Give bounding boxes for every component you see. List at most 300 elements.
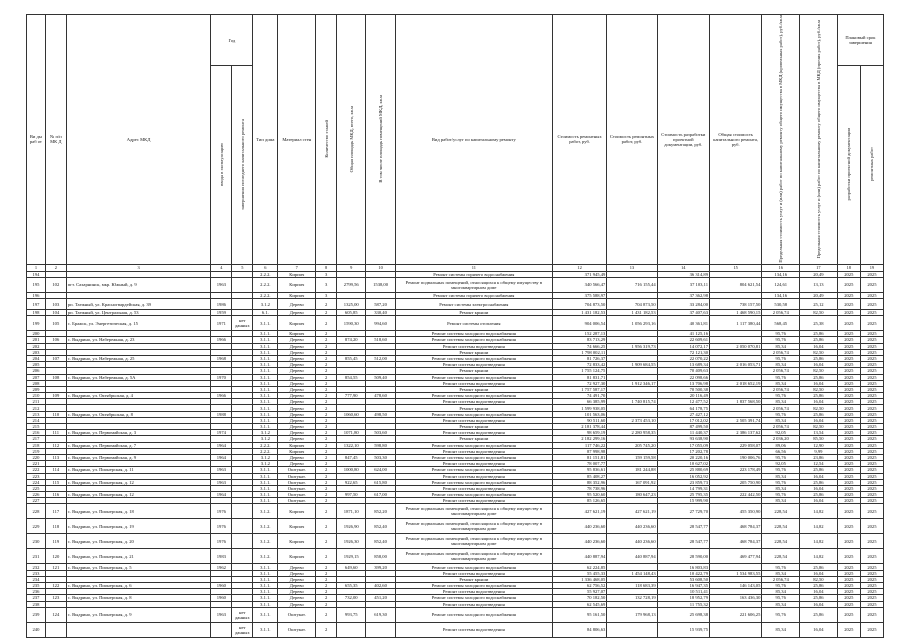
cell-col-14: 15 939,75	[657, 622, 709, 637]
cell-col-6: 3.1.2	[253, 436, 278, 442]
cell-col-14: 27 427,12	[657, 411, 709, 417]
cell-col-16: 124,61	[762, 277, 800, 292]
cell-col-19: 2025	[860, 448, 883, 454]
cell-col-14: 20 220,16	[657, 454, 709, 460]
cell-col-8: 2	[316, 583, 337, 589]
cell-col-3: с. Выдрино, ул. Первомайская, д. 3	[66, 430, 211, 436]
cell-col-19: 2025	[860, 442, 883, 448]
cell-col-1: 240	[27, 622, 46, 637]
cell-col-8: 2	[316, 454, 337, 460]
cell-col-10: 624,00	[366, 467, 395, 473]
cell-col-10: 1538,00	[366, 277, 395, 292]
cell-col-1: 231	[27, 549, 46, 564]
cell-col-17: 25,38	[800, 316, 838, 331]
cell-col-17: 14,82	[800, 549, 838, 564]
header-repair-cost: Стоимость ремонтных работ, руб.	[552, 15, 606, 265]
cell-col-16: 95,76	[762, 331, 800, 337]
cell-col-6: 2.2.2.	[253, 448, 278, 454]
cell-col-18: 2025	[837, 454, 860, 460]
cell-col-15: 1 468 590,15	[710, 310, 762, 316]
cell-col-19: 2025	[860, 277, 883, 292]
cell-col-5: нет данных	[232, 607, 253, 622]
cell-col-17: 25,86	[800, 467, 838, 473]
cell-col-18: 2025	[837, 622, 860, 637]
cell-col-12: 371 945,49	[552, 271, 606, 277]
cell-col-8: 2	[316, 310, 337, 316]
cell-col-17: 25,12	[800, 299, 838, 310]
cell-col-16: 85,34	[762, 417, 800, 423]
cell-col-8: 2	[316, 424, 337, 430]
cell-col-13: 179 968,13	[607, 607, 657, 622]
cell-col-12: 101 563,06	[552, 411, 606, 417]
table-body	[27, 271, 884, 637]
cell-col-17: 20,49	[800, 271, 838, 277]
cell-col-18: 2025	[837, 355, 860, 361]
cell-col-14: 11 755,32	[657, 601, 709, 607]
cell-col-12: 84 806,63	[552, 622, 606, 637]
cell-col-15: 455 350,90	[710, 504, 762, 519]
cell-col-1: 220	[27, 454, 46, 460]
cell-col-15: 738 157,50	[710, 299, 762, 310]
column-number: 17	[800, 264, 838, 271]
cell-col-17: 25,86	[800, 479, 838, 485]
cell-col-8: 2	[316, 534, 337, 549]
cell-col-1: 224	[27, 479, 46, 485]
cell-col-12: 81 151,81	[552, 454, 606, 460]
cell-col-14: 14 799,31	[657, 485, 709, 491]
cell-col-18: 2025	[837, 601, 860, 607]
cell-col-11: Ремонт системы водоотведения	[395, 399, 552, 405]
cell-col-10: 399,20	[366, 564, 395, 570]
cell-col-19: 2025	[860, 473, 883, 479]
cell-col-8: 3	[316, 277, 337, 292]
cell-col-18: 2025	[837, 461, 860, 467]
cell-col-7: Дерево	[278, 368, 316, 374]
cell-col-6: 3.1.1.	[253, 337, 278, 343]
column-number: 10	[366, 264, 395, 271]
header-work-kind: Вид работ/услуг по капитальному ремонту	[395, 15, 552, 265]
cell-col-17: 25,86	[800, 331, 838, 337]
cell-col-13: 1 431 182,53	[607, 310, 657, 316]
cell-col-8: 2	[316, 430, 337, 436]
cell-col-12: 85 408,27	[552, 473, 606, 479]
cell-col-1: 228	[27, 504, 46, 519]
cell-col-6: 3.1.1.	[253, 380, 278, 386]
cell-col-7: Кирпич	[278, 316, 316, 331]
cell-col-8: 2	[316, 349, 337, 355]
cell-col-9: 1060,60	[337, 411, 366, 417]
cell-col-17: 16,04	[800, 498, 838, 504]
cell-col-4: 1986	[211, 299, 232, 310]
cell-col-4: 1974	[211, 430, 232, 436]
cell-col-7: Кирпич	[278, 534, 316, 549]
cell-col-19: 2025	[860, 343, 883, 349]
header-term-group: Плановый срок завершения	[837, 15, 883, 66]
cell-col-11: Ремонт подвальных помещений, относящихся к общему имуществу в многоквартирном доме	[395, 277, 552, 292]
table-row	[27, 607, 884, 622]
cell-col-8: 2	[316, 622, 337, 637]
cell-col-4: 1963	[211, 277, 232, 292]
cell-col-1: 226	[27, 492, 46, 498]
cell-col-10: 451,20	[366, 595, 395, 601]
cell-col-19: 2025	[860, 607, 883, 622]
cell-col-8: 2	[316, 564, 337, 570]
cell-col-12: 78 007,77	[552, 461, 606, 467]
cell-col-14: 16 803,83	[657, 564, 709, 570]
cell-col-11: Ремонт системы водоотведения	[395, 417, 552, 423]
cell-col-3: с. Выдрино, ул. Октябрьская, д. 4	[66, 393, 211, 399]
cell-col-12: 375 588,97	[552, 292, 606, 298]
cell-col-16: 85,34	[762, 498, 800, 504]
cell-col-4: 1964	[211, 454, 232, 460]
cell-col-6: 2.2.2.	[253, 442, 278, 448]
cell-col-15: 1 534 983,55	[710, 570, 762, 576]
cell-col-14: 40 361,81	[657, 316, 709, 331]
cell-col-12: 70 182,50	[552, 595, 606, 601]
cell-col-6: 6.1.	[253, 310, 278, 316]
cell-col-6: 3.1.1.	[253, 601, 278, 607]
cell-col-13: 427 621,19	[607, 504, 657, 519]
cell-col-4: 1960	[211, 583, 232, 589]
cell-col-11: Ремонт системы холодного водоснабжения	[395, 454, 552, 460]
cell-col-12: 72 927,30	[552, 380, 606, 386]
cell-col-7: Дерево	[278, 570, 316, 576]
cell-col-17: 82,50	[800, 349, 838, 355]
cell-col-9	[337, 622, 366, 637]
cell-col-14: 17 202,78	[657, 448, 709, 454]
cell-col-18: 2025	[837, 467, 860, 473]
header-term-works: ремонтных работ	[860, 66, 883, 265]
cell-col-5: нет данных	[232, 316, 253, 331]
cell-col-9: 1926,30	[337, 534, 366, 549]
cell-col-2: 103	[45, 299, 66, 310]
cell-col-11: Ремонт крыши	[395, 386, 552, 392]
cell-col-15: 468 784,37	[710, 519, 762, 534]
cell-col-10: 619,30	[366, 607, 395, 622]
cell-col-8: 2	[316, 601, 337, 607]
cell-col-19: 2025	[860, 271, 883, 277]
cell-col-8: 2	[316, 576, 337, 582]
cell-col-9: 732,00	[337, 595, 366, 601]
cell-col-1: 214	[27, 417, 46, 423]
cell-col-16: 85,34	[762, 343, 800, 349]
cell-col-14: 13 706,98	[657, 380, 709, 386]
cell-col-16: 85,34	[762, 362, 800, 368]
cell-col-1: 210	[27, 393, 46, 399]
cell-col-19: 2025	[860, 485, 883, 491]
cell-col-16: 95,76	[762, 492, 800, 498]
cell-col-18: 2025	[837, 534, 860, 549]
cell-col-5	[232, 299, 253, 310]
cell-col-10: 852,20	[366, 504, 395, 519]
cell-col-5	[232, 549, 253, 564]
cell-col-6: 3.1.1.	[253, 595, 278, 601]
cell-col-11: Ремонт системы холодного водоснабжения	[395, 374, 552, 380]
cell-col-5	[232, 277, 253, 292]
cell-col-18: 2025	[837, 430, 860, 436]
cell-col-12: 66 385,99	[552, 399, 606, 405]
header-house-type: Тип дома	[253, 15, 278, 265]
cell-col-17: 16,04	[800, 362, 838, 368]
cell-col-6: 3.1.1.	[253, 411, 278, 417]
column-number-row	[27, 264, 884, 271]
cell-col-18: 2025	[837, 411, 860, 417]
cell-col-11: Ремонт системы холодного водоснабжения	[395, 564, 552, 570]
cell-col-3	[66, 622, 211, 637]
cell-col-14: 36 314,89	[657, 271, 709, 277]
cell-col-2: 123	[45, 595, 66, 601]
cell-col-9: 847,45	[337, 454, 366, 460]
cell-col-14: 16 947,35	[657, 583, 709, 589]
cell-col-16: 228,54	[762, 519, 800, 534]
cell-col-16: 92,05	[762, 430, 800, 436]
cell-col-2: 115	[45, 479, 66, 485]
column-number: 5	[232, 264, 253, 271]
cell-col-9: 874,20	[337, 337, 366, 343]
cell-col-2: 105	[45, 316, 66, 331]
cell-col-6: 3.1.1.	[253, 576, 278, 582]
cell-col-10: 518,60	[366, 337, 395, 343]
cell-col-2: 124	[45, 607, 66, 622]
cell-col-12: 81 831,71	[552, 374, 606, 380]
cell-col-18: 2025	[837, 519, 860, 534]
cell-col-18: 2025	[837, 442, 860, 448]
cell-col-6: 3.1.1.	[253, 368, 278, 374]
cell-col-14: 70 500,38	[657, 386, 709, 392]
cell-col-6: 3.1.1.	[253, 479, 278, 485]
cell-col-7: Дерево	[278, 601, 316, 607]
cell-col-16: 2 036,20	[762, 436, 800, 442]
cell-col-17: 16,04	[800, 343, 838, 349]
cell-col-18: 2025	[837, 448, 860, 454]
cell-col-17: 25,86	[800, 393, 838, 399]
cell-col-9: 854,55	[337, 374, 366, 380]
header-repair-cost-total: Стоимость ремонтных работ, руб.	[607, 15, 657, 265]
cell-col-6: 3.1.1.	[253, 473, 278, 479]
cell-col-16: 2 056,74	[762, 310, 800, 316]
cell-col-2: 118	[45, 519, 66, 534]
cell-col-4: 1971	[211, 316, 232, 331]
cell-col-17: 16,04	[800, 380, 838, 386]
cell-col-19: 2025	[860, 576, 883, 582]
cell-col-13: 2 373 453,10	[607, 417, 657, 423]
cell-col-12: 98 659,19	[552, 430, 606, 436]
cell-col-1: 235	[27, 583, 46, 589]
cell-col-3: с. Выдрино, ул. Октябрьская, д. 8	[66, 411, 211, 417]
cell-col-14: 37 407,63	[657, 310, 709, 316]
cell-col-13: 1 956 319,73	[607, 343, 657, 349]
cell-col-11: Ремонт системы водоотведения	[395, 461, 552, 467]
cell-col-16: 134,16	[762, 292, 800, 298]
cell-col-4: 1983	[211, 549, 232, 564]
cell-col-9: 1322,10	[337, 442, 366, 448]
cell-col-14: 25 698,38	[657, 607, 709, 622]
cell-col-12: 85 126,65	[552, 498, 606, 504]
cell-col-7: Оштукат.	[278, 467, 316, 473]
cell-col-6: 3.1.1.	[253, 331, 278, 337]
cell-col-12: 72 833,42	[552, 362, 606, 368]
cell-col-1: 225	[27, 485, 46, 491]
cell-col-17: 82,50	[800, 424, 838, 430]
header-limit-roof: Предельная стоимость услуг и (или) работ по капитальному ремонту общего имущества в МКД (кровельных работ), руб./кв.м	[762, 15, 800, 265]
cell-col-11: Ремонт системы холодного водоснабжения	[395, 595, 552, 601]
cell-col-19: 2025	[860, 583, 883, 589]
cell-col-1: 199	[27, 316, 46, 331]
cell-col-12: 62 756,52	[552, 583, 606, 589]
cell-col-11: Ремонт крыши	[395, 405, 552, 411]
cell-col-8: 2	[316, 299, 337, 310]
cell-col-9: 993,75	[337, 607, 366, 622]
cell-col-6: 3.1.1.	[253, 349, 278, 355]
cell-col-10: 858,00	[366, 549, 395, 564]
cell-col-13: 440 236,60	[607, 534, 657, 549]
cell-col-1: 211	[27, 399, 46, 405]
cell-col-1: 213	[27, 411, 46, 417]
cell-col-15: 229 058,07	[710, 442, 762, 448]
cell-col-4: 1960	[211, 595, 232, 601]
cell-col-3: с. Выдрино, ул. Пионерская, д. 19	[66, 519, 211, 534]
cell-col-1: 219	[27, 448, 46, 454]
column-number: 15	[710, 264, 762, 271]
cell-col-19: 2025	[860, 519, 883, 534]
column-number: 12	[552, 264, 606, 271]
cell-col-3: с. Выдрино, ул. Пионерская, д. 9	[66, 607, 211, 622]
cell-col-11: Ремонт системы водоотведения	[395, 485, 552, 491]
cell-col-17: 25,86	[800, 583, 838, 589]
cell-col-3: с. Выдрино, ул. Пионерская, д. 18	[66, 504, 211, 519]
cell-col-8: 2	[316, 519, 337, 534]
cell-col-18: 2025	[837, 310, 860, 316]
cell-col-6: 3.1.2	[253, 461, 278, 467]
cell-col-3: с. Выдрино, ул. Первомайская, д. 7	[66, 442, 211, 448]
cell-col-17: 25,86	[800, 411, 838, 417]
cell-col-17: 16,04	[800, 399, 838, 405]
cell-col-12: 427 621,19	[552, 504, 606, 519]
cell-col-18: 2025	[837, 393, 860, 399]
column-number: 19	[860, 264, 883, 271]
cell-col-3: с. Выдрино, ул. Пионерская, д. 11	[66, 467, 211, 473]
cell-col-18: 2025	[837, 331, 860, 337]
cell-col-4: 1966	[211, 393, 232, 399]
cell-col-10: 587,20	[366, 299, 395, 310]
cell-col-7: Кирпич	[278, 331, 316, 337]
cell-col-2	[45, 622, 66, 637]
cell-col-9: 2799,56	[337, 277, 366, 292]
cell-col-5	[232, 534, 253, 549]
cell-col-7: Дерево	[278, 411, 316, 417]
cell-col-7: Дерево	[278, 299, 316, 310]
header-wall-material: Материал стен	[278, 15, 316, 265]
cell-col-16: 2 056,74	[762, 576, 800, 582]
cell-col-18: 2025	[837, 374, 860, 380]
cell-col-1: 237	[27, 595, 46, 601]
cell-col-10: 330,40	[366, 310, 395, 316]
cell-col-10: 478,60	[366, 393, 395, 399]
table-header	[27, 15, 884, 272]
cell-col-11: Ремонт крыши	[395, 424, 552, 430]
cell-col-13: 1 909 684,55	[607, 362, 657, 368]
cell-col-8: 2	[316, 355, 337, 361]
cell-col-1: 232	[27, 564, 46, 570]
cell-col-8: 2	[316, 589, 337, 595]
cell-col-16: 95,76	[762, 564, 800, 570]
cell-col-19: 2025	[860, 299, 883, 310]
cell-col-16: 2 056,74	[762, 349, 800, 355]
header-address: Адрес МКД	[66, 15, 211, 265]
header-commission-year: ввода в эксплуатацию	[211, 66, 232, 265]
cell-col-14: 33 284,00	[657, 299, 709, 310]
cell-col-1: 202	[27, 343, 46, 349]
cell-col-19: 2025	[860, 316, 883, 331]
cell-col-7: Кирпич	[278, 448, 316, 454]
cell-col-12: 78 738,96	[552, 485, 606, 491]
cell-col-18: 2025	[837, 368, 860, 374]
cell-col-12: 83 713,29	[552, 337, 606, 343]
cell-col-18: 2025	[837, 343, 860, 349]
cell-col-10: 509,40	[366, 374, 395, 380]
cell-col-19: 2025	[860, 504, 883, 519]
table-row	[27, 622, 884, 637]
cell-col-16: 530,58	[762, 299, 800, 310]
cell-col-8: 2	[316, 467, 337, 473]
cell-col-13: 132 728,19	[607, 595, 657, 601]
cell-col-14: 70 409,63	[657, 368, 709, 374]
cell-col-4: 1963	[211, 607, 232, 622]
cell-col-2: 108	[45, 374, 66, 380]
cell-col-17: 23,86	[800, 454, 838, 460]
cell-col-18: 2025	[837, 349, 860, 355]
table-row	[27, 534, 884, 549]
cell-col-15: 1 837 568,50	[710, 399, 762, 405]
cell-col-16: 85,34	[762, 485, 800, 491]
cell-col-14: 10 422,79	[657, 570, 709, 576]
cell-col-8: 2	[316, 337, 337, 343]
table-row	[27, 549, 884, 564]
cell-col-18: 2025	[837, 498, 860, 504]
cell-col-1: 200	[27, 331, 46, 337]
cell-col-11: Ремонт системы отопления	[395, 316, 552, 331]
table-row	[27, 316, 884, 331]
cell-col-16: 95,76	[762, 393, 800, 399]
cell-col-11: Ремонт системы водоотведения	[395, 430, 552, 436]
cell-col-1: 227	[27, 498, 46, 504]
cell-col-17: 25,86	[800, 595, 838, 601]
cell-col-7: Дерево	[278, 417, 316, 423]
cell-col-4: 1968	[211, 355, 232, 361]
cell-col-10	[366, 622, 395, 637]
cell-col-6: 3.1.1.	[253, 355, 278, 361]
cell-col-8: 2	[316, 374, 337, 380]
cell-col-8: 2	[316, 448, 337, 454]
cell-col-7: Дерево	[278, 380, 316, 386]
cell-col-12: 704 873,50	[552, 299, 606, 310]
cell-col-6: 3.1.2.	[253, 534, 278, 549]
cell-col-19: 2025	[860, 331, 883, 337]
cell-col-18: 2025	[837, 337, 860, 343]
cell-col-18: 2025	[837, 595, 860, 601]
cell-col-6: 3.1.1.	[253, 399, 278, 405]
header-total-cost: Общая стоимость капитального ремонта, руб.	[710, 15, 762, 265]
cell-col-11: Ремонт системы холодного водоснабжения	[395, 492, 552, 498]
cell-col-19: 2025	[860, 595, 883, 601]
cell-col-14: 16 052,92	[657, 473, 709, 479]
cell-col-6: 3.1.2.	[253, 504, 278, 519]
cell-col-18: 2025	[837, 564, 860, 570]
cell-col-1: 218	[27, 442, 46, 448]
cell-col-17: 16,04	[800, 589, 838, 595]
cell-col-2: 102	[45, 277, 66, 292]
cell-col-6: 3.1.1.	[253, 467, 278, 473]
